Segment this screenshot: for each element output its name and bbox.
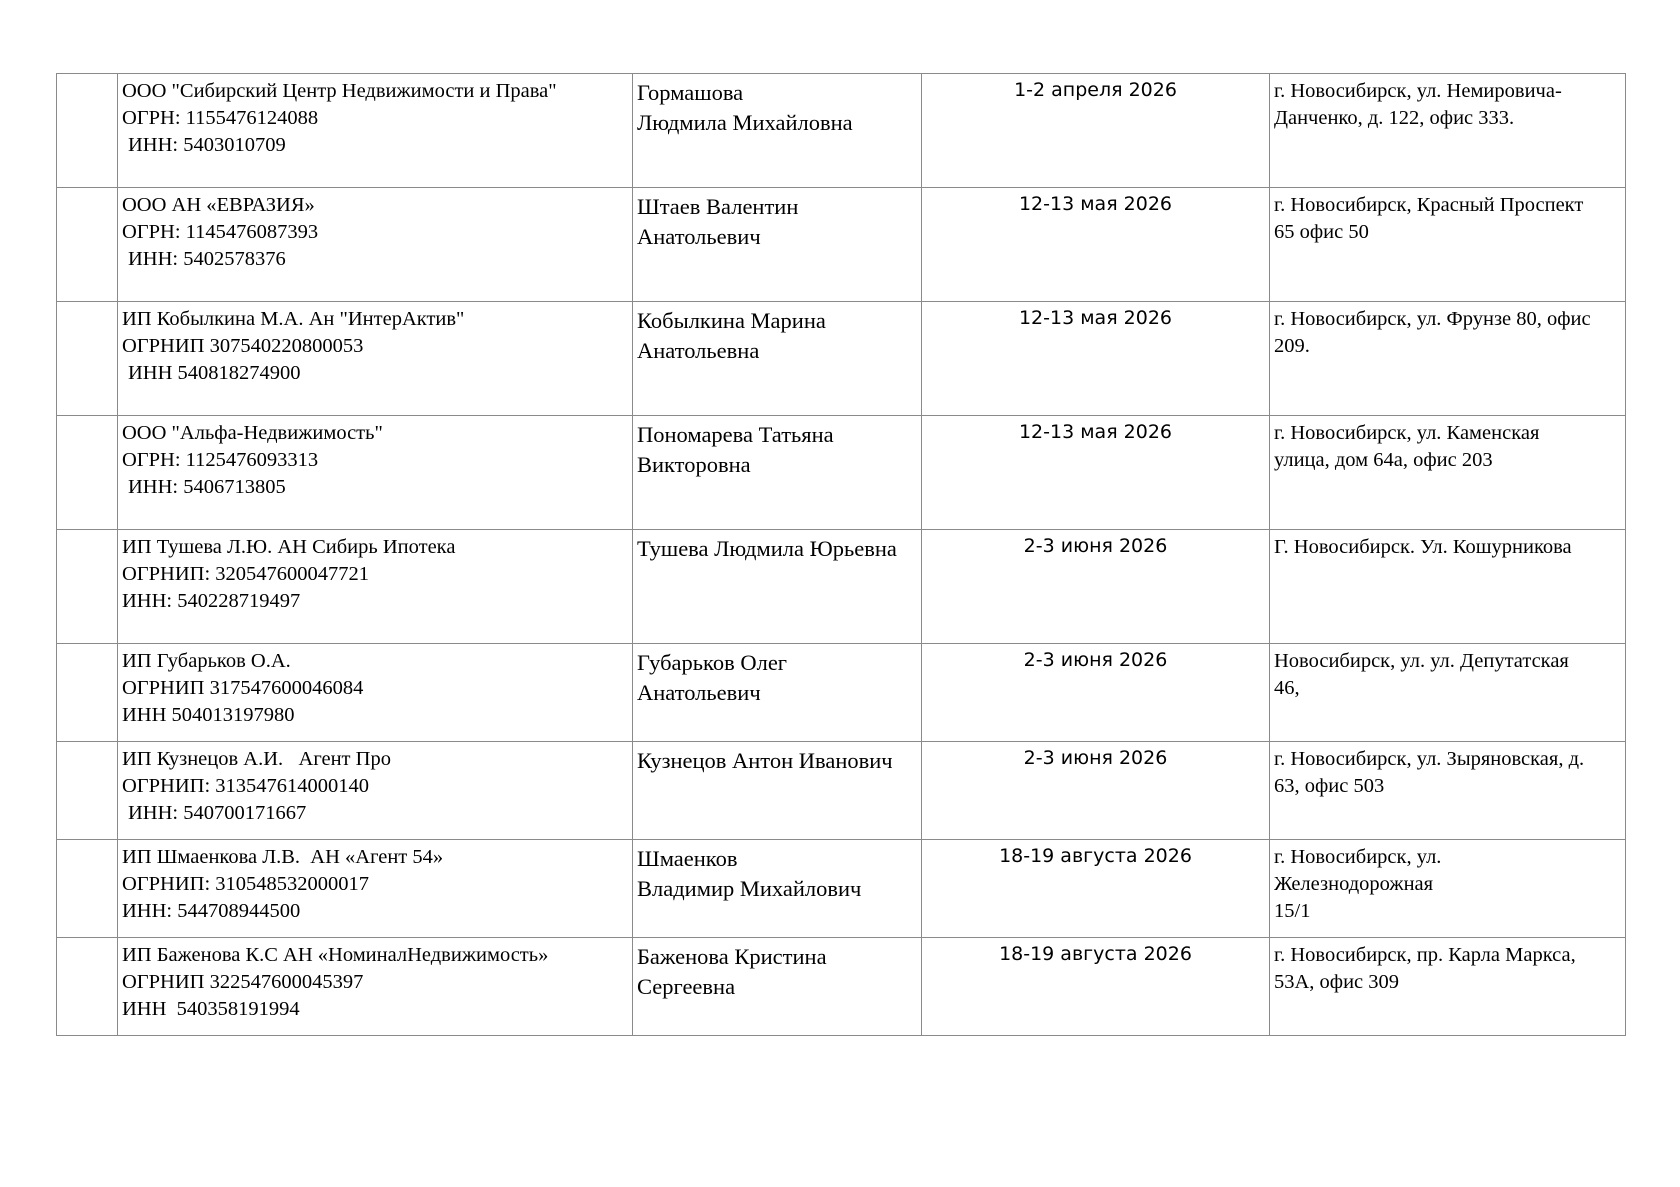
agencies-table <box>56 73 1626 1036</box>
contact-person-cell <box>633 302 922 416</box>
address-cell <box>1270 644 1626 742</box>
organization-cell <box>118 938 633 1036</box>
tax-id: ИНН: 540228719497 <box>122 590 301 612</box>
organization-name: ИП Тушева Л.Ю. АН Сибирь Ипотека <box>122 536 456 558</box>
contact-person: Тушева Людмила Юрьевна <box>637 536 897 561</box>
table-row <box>57 188 1626 302</box>
contact-person-cell <box>633 188 922 302</box>
tax-id: ИНН: 5406713805 <box>128 476 286 498</box>
organization-cell <box>118 416 633 530</box>
address-cell <box>1270 74 1626 188</box>
address: г. Новосибирск, ул. Железнодорожная 15/1 <box>1274 846 1442 922</box>
registration-number: ОГРНИП: 320547600047721 <box>122 563 370 585</box>
contact-person: Кобылкина Марина Анатольевна <box>637 308 826 363</box>
number-cell <box>57 530 118 644</box>
contact-person-cell <box>633 530 922 644</box>
address-cell <box>1270 938 1626 1036</box>
event-date: 12-13 мая 2026 <box>1018 307 1173 329</box>
address: г. Новосибирск, пр. Карла Маркса, 53А, офис 309 <box>1274 944 1576 993</box>
table-row <box>57 416 1626 530</box>
date-cell <box>922 840 1270 938</box>
tax-id: ИНН 504013197980 <box>122 704 295 726</box>
contact-person: Кузнецов Антон Иванович <box>637 748 893 773</box>
tax-id: ИНН: 540700171667 <box>128 802 307 824</box>
number-cell <box>57 938 118 1036</box>
contact-person-cell <box>633 74 922 188</box>
organization-name: ИП Шмаенкова Л.В. АН «Агент 54» <box>122 846 444 868</box>
organization-name: ИП Баженова К.С АН «НоминалНедвижимость» <box>122 944 549 966</box>
address-cell <box>1270 416 1626 530</box>
organization-cell <box>118 302 633 416</box>
contact-person: Пономарева Татьяна Викторовна <box>637 422 834 477</box>
address: Г. Новосибирск. Ул. Кошурникова <box>1274 536 1572 558</box>
registration-number: ОГРНИП 322547600045397 <box>122 971 364 993</box>
event-date: 18-19 августа 2026 <box>999 845 1192 867</box>
contact-person-cell <box>633 938 922 1036</box>
registration-number: ОГРН: 1125476093313 <box>122 449 319 471</box>
number-cell <box>57 840 118 938</box>
date-cell <box>922 188 1270 302</box>
number-cell <box>57 416 118 530</box>
organization-name: ООО "Альфа-Недвижимость" <box>122 422 383 444</box>
contact-person: Баженова Кристина Сергеевна <box>637 944 827 999</box>
organization-cell <box>118 188 633 302</box>
table-row <box>57 530 1626 644</box>
organization-name: ИП Кобылкина М.А. Ан "ИнтерАктив" <box>122 308 465 330</box>
organization-cell <box>118 742 633 840</box>
date-cell <box>922 530 1270 644</box>
address-cell <box>1270 188 1626 302</box>
address: г. Новосибирск, ул. Немировича- Данченко, д. 122, офис 333. <box>1274 80 1562 129</box>
date-cell <box>922 302 1270 416</box>
organization-name: ООО АН «ЕВРАЗИЯ» <box>122 194 315 216</box>
organization-name: ИП Кузнецов А.И. Агент Про <box>122 748 391 770</box>
tax-id: ИНН 540818274900 <box>128 362 301 384</box>
date-cell <box>922 938 1270 1036</box>
organization-cell <box>118 644 633 742</box>
organization-cell <box>118 840 633 938</box>
organization-cell <box>118 74 633 188</box>
event-date: 2-3 июня 2026 <box>1023 535 1168 557</box>
tax-id: ИНН 540358191994 <box>122 998 300 1020</box>
table-row <box>57 644 1626 742</box>
number-cell <box>57 188 118 302</box>
address: Новосибирск, ул. ул. Депутатская 46, <box>1274 650 1569 699</box>
event-date: 1-2 апреля 2026 <box>1014 79 1177 101</box>
table-row <box>57 74 1626 188</box>
event-date: 2-3 июня 2026 <box>1023 649 1168 671</box>
registration-number: ОГРНИП 317547600046084 <box>122 677 364 699</box>
table-row <box>57 302 1626 416</box>
event-date: 2-3 июня 2026 <box>1023 747 1168 769</box>
organization-name: ООО "Сибирский Центр Недвижимости и Права" <box>122 80 557 102</box>
date-cell <box>922 74 1270 188</box>
address-cell <box>1270 302 1626 416</box>
registration-number: ОГРН: 1145476087393 <box>122 221 319 243</box>
address: г. Новосибирск, ул. Зыряновская, д. 63, офис 503 <box>1274 748 1585 797</box>
number-cell <box>57 742 118 840</box>
tax-id: ИНН: 5403010709 <box>128 134 286 156</box>
address-cell <box>1270 530 1626 644</box>
tax-id: ИНН: 544708944500 <box>122 900 301 922</box>
table-row <box>57 742 1626 840</box>
contact-person: Гормашова Людмила Михайловна <box>637 80 853 135</box>
contact-person-cell <box>633 644 922 742</box>
number-cell <box>57 302 118 416</box>
contact-person-cell <box>633 416 922 530</box>
contact-person-cell <box>633 742 922 840</box>
address: г. Новосибирск, Красный Проспект 65 офис 50 <box>1274 194 1584 243</box>
table-row <box>57 840 1626 938</box>
registration-number: ОГРН: 1155476124088 <box>122 107 319 129</box>
contact-person: Губарьков Олег Анатольевич <box>637 650 788 705</box>
address: г. Новосибирск, ул. Каменская улица, дом 64а, офис 203 <box>1274 422 1540 471</box>
date-cell <box>922 742 1270 840</box>
organization-name: ИП Губарьков О.А. <box>122 650 291 672</box>
date-cell <box>922 644 1270 742</box>
date-cell <box>922 416 1270 530</box>
table-row <box>57 938 1626 1036</box>
address-cell <box>1270 840 1626 938</box>
address-cell <box>1270 742 1626 840</box>
event-date: 12-13 мая 2026 <box>1018 193 1173 215</box>
contact-person: Шмаенков Владимир Михайлович <box>637 846 862 901</box>
tax-id: ИНН: 5402578376 <box>128 248 286 270</box>
contact-person: Штаев Валентин Анатольевич <box>637 194 799 249</box>
registration-number: ОГРНИП: 310548532000017 <box>122 873 370 895</box>
address: г. Новосибирск, ул. Фрунзе 80, офис 209. <box>1274 308 1591 357</box>
contact-person-cell <box>633 840 922 938</box>
registration-number: ОГРНИП: 313547614000140 <box>122 775 370 797</box>
number-cell <box>57 74 118 188</box>
organization-cell <box>118 530 633 644</box>
event-date: 18-19 августа 2026 <box>999 943 1192 965</box>
event-date: 12-13 мая 2026 <box>1018 421 1173 443</box>
number-cell <box>57 644 118 742</box>
registration-number: ОГРНИП 307540220800053 <box>122 335 364 357</box>
